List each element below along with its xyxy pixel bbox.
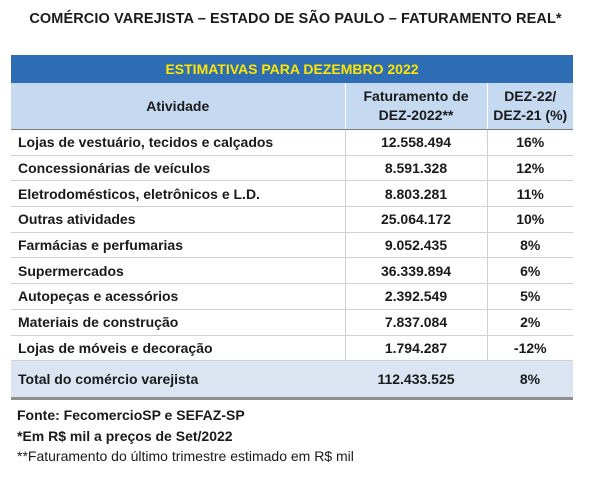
cell-change: 5% [487,284,573,310]
header-activity-label: Atividade [146,97,210,114]
cell-revenue: 9.052.435 [345,232,487,258]
header-revenue-line1: Faturamento de [363,88,469,104]
cell-revenue: 1.794.287 [345,335,487,361]
cell-revenue: 25.064.172 [345,207,487,233]
table-row [11,155,573,181]
cell-change: 16% [487,130,573,156]
cell-revenue: 8.803.281 [345,181,487,207]
cell-activity: Eletrodomésticos, eletrônicos e L.D. [11,181,345,207]
cell-change: 6% [487,258,573,284]
cell-activity: Concessionárias de veículos [11,155,345,181]
footer-notes [17,405,357,467]
total-change: 8% [487,361,573,399]
total-row [11,361,573,399]
table-banner: ESTIMATIVAS PARA DEZEMBRO 2022 [11,55,573,83]
cell-activity: Supermercados [11,258,345,284]
cell-activity: Lojas de móveis e decoração [11,335,345,361]
table-row [11,232,573,258]
cell-activity: Autopeças e acessórios [11,284,345,310]
table-row [11,258,573,284]
cell-change: 10% [487,207,573,233]
cell-change: -12% [487,335,573,361]
revenue-table [11,55,573,400]
footer-note-2: **Faturamento do último trimestre estimado em R$ mil [17,448,354,464]
total-activity: Total do comércio varejista [11,361,345,399]
table-header-row [11,83,573,130]
table-row [11,309,573,335]
cell-change: 11% [487,181,573,207]
total-revenue: 112.433.525 [345,361,487,399]
cell-activity: Farmácias e perfumarias [11,232,345,258]
table-row [11,130,573,156]
cell-change: 2% [487,309,573,335]
table-row [11,284,573,310]
cell-change: 8% [487,232,573,258]
cell-change: 12% [487,155,573,181]
cell-activity: Lojas de vestuário, tecidos e calçados [11,130,345,156]
cell-activity: Materiais de construção [11,309,345,335]
cell-revenue: 2.392.549 [345,284,487,310]
table-row [11,207,573,233]
header-change-line2: DEZ-21 (%) [493,107,568,123]
page-title: COMÉRCIO VAREJISTA – ESTADO DE SÃO PAULO – FATURAMENTO REAL* [29,11,562,27]
header-change-line1: DEZ-22/ [504,88,557,104]
header-revenue [345,83,487,130]
cell-revenue: 7.837.084 [345,309,487,335]
cell-revenue: 8.591.328 [345,155,487,181]
table-row [11,181,573,207]
cell-activity: Outras atividades [11,207,345,233]
header-change [487,83,573,130]
footer-note-1: *Em R$ mil a preços de Set/2022 [17,427,233,444]
table-row [11,335,573,361]
cell-revenue: 12.558.494 [345,130,487,156]
table-banner-row [11,55,573,83]
footer-source: Fonte: FecomercioSP e SEFAZ-SP [17,407,245,423]
header-activity [11,83,345,130]
header-revenue-line2: DEZ-2022** [378,107,454,123]
cell-revenue: 36.339.894 [345,258,487,284]
